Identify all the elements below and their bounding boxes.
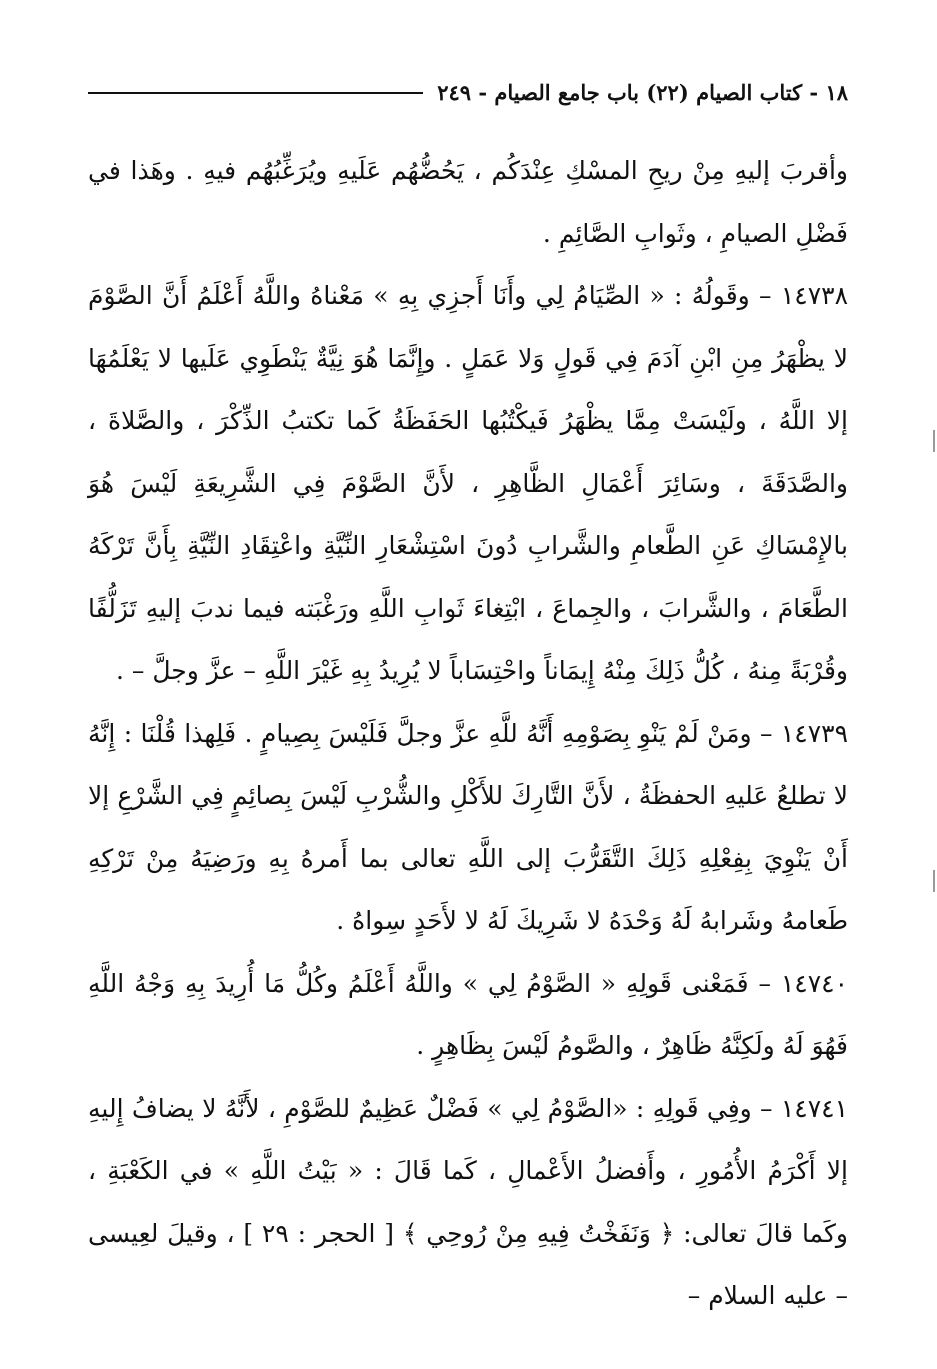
header-rule bbox=[88, 92, 423, 94]
paragraph-14741: ١٤٧٤١ – وفِي قَولِهِ : «الصَّوْمُ لِي » فَضْلٌ عَظِيمٌ للصَّوْمِ ، لأَنَّهُ لا يضافُ إِليهِ إلا أَكْرَمُ الأُمُورِ ، وأَفضلُ الأَعْمالِ ، كَما قَالَ : « بَيْتُ اللَّهِ » في الكَعْبَةِ ، وكَما قالَ تعالى: ﴿ وَنَفَخْتُ فِيهِ مِنْ رُوحِي ﴾ [ الحجر : ٢٩ ] ، وقيلَ لعِيسى – عليه السلام – bbox=[88, 1093, 848, 1310]
paragraph-14738: ١٤٧٣٨ – وقَولُهُ : « الصِّيَامُ لِي وأَنَا أَجزِي بِهِ » مَعْناهُ واللَّهُ أَعْلَمُ أَنَّ الصَّوْمَ لا يظْهَرُ مِنِ ابْنِ آدَمَ فِي قَولٍ وَلا عَمَلٍ . وإِنَّمَا هُوَ نِيَّةٌ يَنْطَوِي عَلَيها لا يَعْلَمُهَا إلا اللَّهُ ، ولَيْسَتْ مِمَّا يظْهَرُ فَيكْتُبُها الحَفَظَةُ كَما تكتبُ الذِّكْرَ ، والصَّلاةَ ، والصَّدَقَةَ ، وسَائِرَ أَعْمَالِ الظَّاهِرِ ، لأَنَّ الصَّوْمَ فِي الشَّرِيعَةِ لَيْسَ هُوَ بالإِمْسَاكِ عَنِ الطَّعامِ والشَّرابِ دُونَ اسْتِشْعَارِ النِّيَّةِ واعْتِقَادِ النِّيَّةِ بِأَنَّ تَرْكَهُ الطَّعَامَ ، والشَّرابَ ، والجِماعَ ، ابْتِغاءَ ثَوابِ اللَّهِ ورَغْبَته فيما ندبَ إليهِ تَزَلُّفًا وقُرْبَةً مِنهُ ، كُلُّ ذَلِكَ مِنْهُ إِيمَاناً واحْتِسَاباً لا يُرِيدُ بِهِ غَيْرَ اللَّهِ – عزَّ وجلَّ – . bbox=[88, 281, 848, 685]
scan-edge-mark bbox=[933, 870, 935, 892]
running-head-title: ١٨ - كتاب الصيام (٢٢) باب جامع الصيام - ٢٤٩ bbox=[437, 79, 848, 105]
paragraph-14740: ١٤٧٤٠ – فَمَعْنى قَولِهِ « الصَّوْمُ لِي » واللَّهُ أَعْلَمُ وكُلُّ مَا أُرِيدَ بِهِ وَجْهُ اللَّهِ فَهُوَ لَهُ ولَكِنَّهُ ظَاهِرٌ ، والصَّومُ لَيْسَ بِظَاهِرٍ . bbox=[88, 968, 848, 1060]
running-header bbox=[88, 72, 848, 112]
paragraph-14739: ١٤٧٣٩ – ومَنْ لَمْ يَنْوِ بِصَوْمِهِ أَنَّهُ للَّهِ عزَّ وجلَّ فَلَيْسَ بِصِيامٍ . فَلِهذا قُلْنَا : إِنَّهُ لا تطلعُ عَليهِ الحفظَةُ ، لأَنَّ التَّارِكَ للأَكْلِ والشُّرْبِ لَيْسَ بِصائِمٍ فِي الشَّرْعِ إلا أَنْ يَنْوِيَ بِفِعْلِهِ ذَلِكَ التَّقَرُّبَ إلى اللَّهِ تعالى بما أَمرهُ بِهِ ورَضِيَهُ مِنْ تَرْكِهِ طَعامهُ وشَرابهُ لَهُ وَحْدَهُ لا شَرِيكَ لَهُ لا لأَحَدٍ سِواهُ . bbox=[88, 718, 848, 935]
main-text bbox=[88, 140, 848, 1328]
paragraph-continuation: وأقربَ إليهِ مِنْ ريحِ المسْكِ عِنْدَكُم ، يَحُضُّهُم عَلَيهِ ويُرَغِّبُهُم فيهِ . وهَذا في فَضْلِ الصيامِ ، وثَوابِ الصَّائِمِ . bbox=[88, 156, 848, 248]
scan-edge-mark bbox=[933, 430, 935, 452]
